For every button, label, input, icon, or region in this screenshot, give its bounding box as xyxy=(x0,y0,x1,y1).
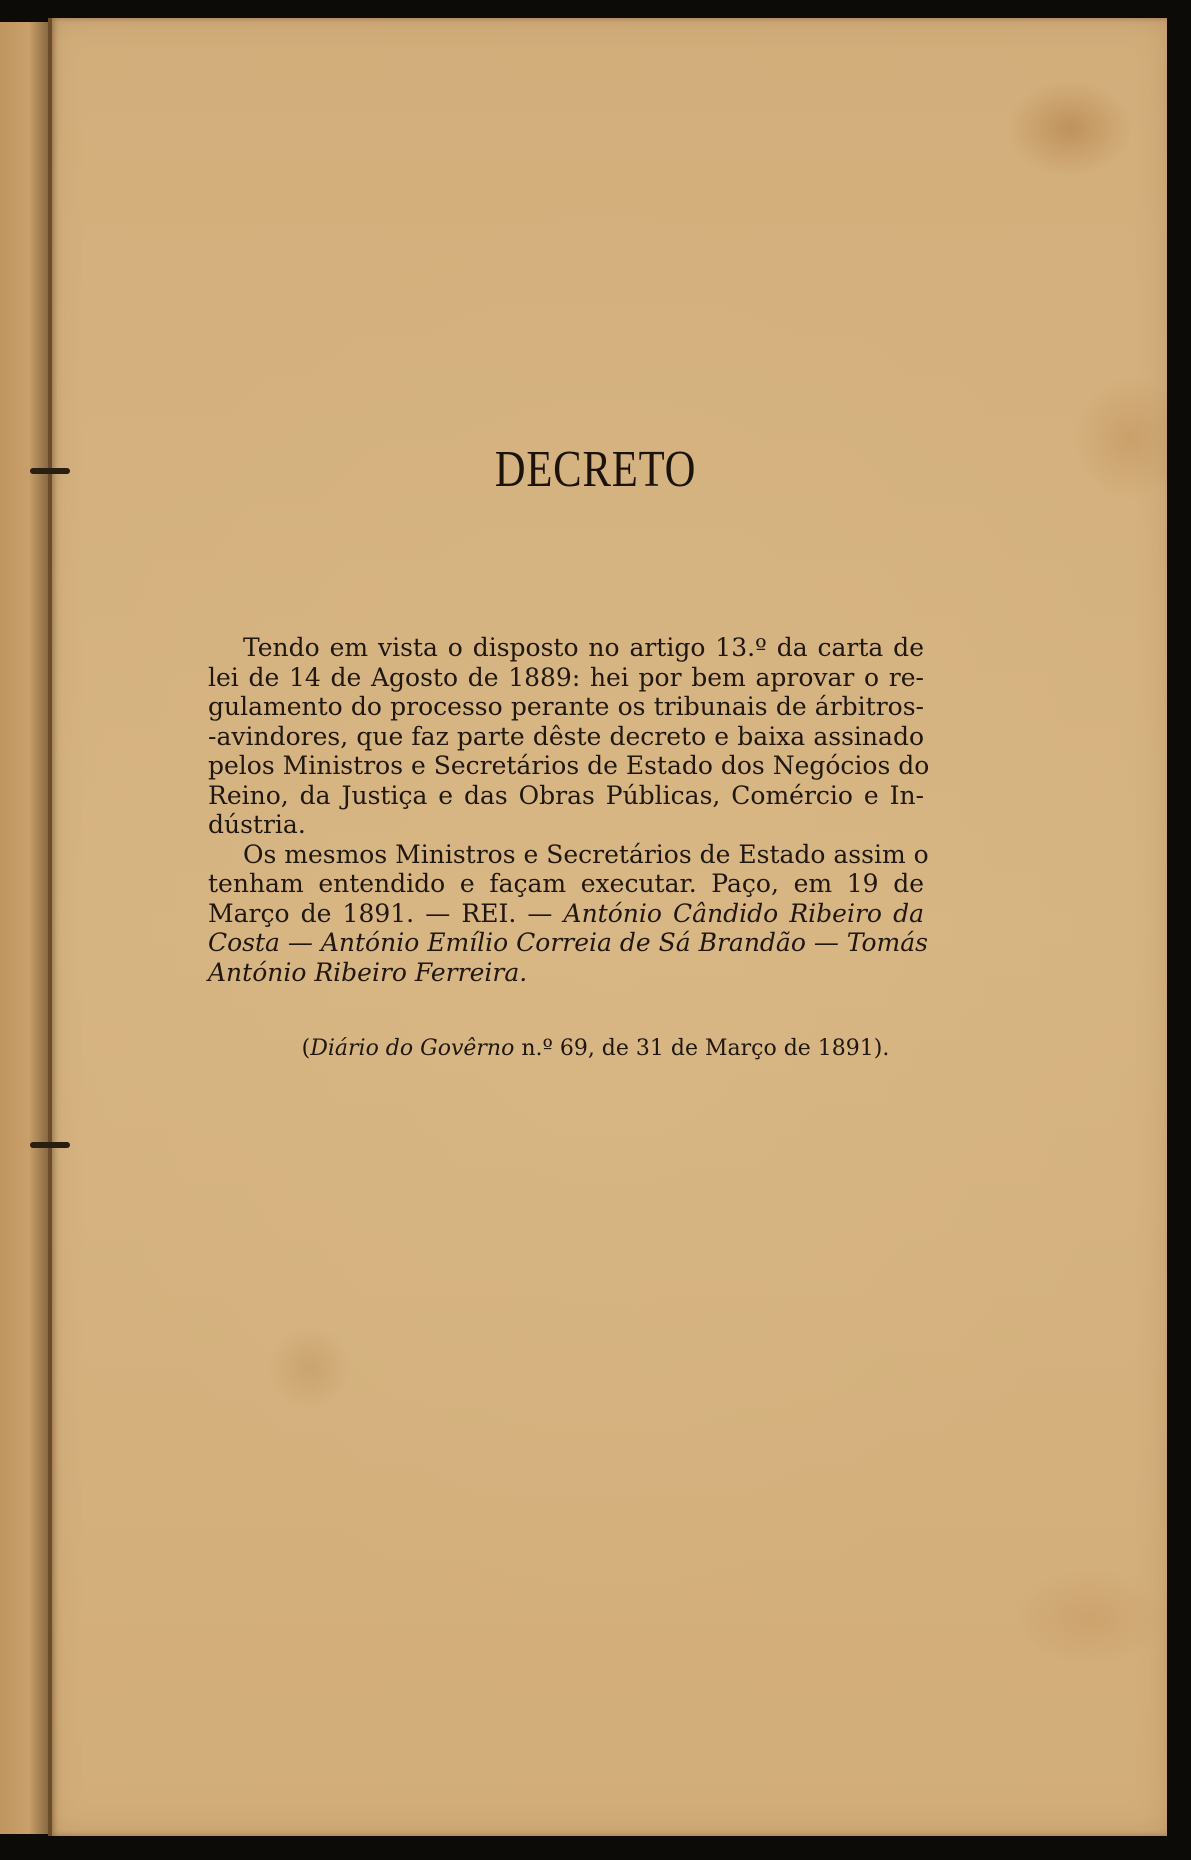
paragraph1-line4: -avindores, que faz parte dêste decreto e baixa assinado xyxy=(208,721,924,751)
paragraph1-line2: lei de 14 de Agosto de 1889: hei por bem aprovar o re- xyxy=(208,662,924,692)
source-open-paren: ( xyxy=(301,1036,311,1061)
signatory-name: António Cândido Ribeiro da xyxy=(563,898,924,928)
previous-page-edge xyxy=(0,22,52,1834)
paragraph1-line1: Tendo em vista o disposto no artigo 13.º da carta de xyxy=(243,633,924,662)
paragraph2-line5: António Ribeiro Ferreira. xyxy=(208,957,528,987)
paragraph1-line6: Reino, da Justiça e das Obras Públicas, Comércio e In- xyxy=(208,780,924,810)
paragraph1-line3: gulamento do processo perante os tribunais de árbitros- xyxy=(208,692,924,721)
paragraph2-line4: Costa — António Emílio Correia de Sá Brandão — Tomás xyxy=(208,928,928,957)
paragraph2-line1: Os mesmos Ministros e Secretários de Estado assim o xyxy=(243,839,929,869)
paragraph2-line2: tenham entendido e façam executar. Paço, em 19 de xyxy=(208,869,924,898)
decree-body xyxy=(208,633,930,987)
decree-title: DECRETO xyxy=(494,441,697,498)
paragraph1-line5: pelos Ministros e Secretários de Estado dos Negócios do xyxy=(208,751,930,780)
paragraph2-line3 xyxy=(208,899,924,929)
source-citation xyxy=(0,1036,1191,1061)
staple-bottom xyxy=(30,1142,70,1148)
source-details: n.º 69, de 31 de Março de 1891). xyxy=(514,1036,890,1061)
date-and-king: Março de 1891. — REI. — xyxy=(208,898,564,928)
paragraph1-line7: dústria. xyxy=(208,810,306,839)
source-journal: Diário do Govêrno xyxy=(310,1036,515,1061)
staple-top xyxy=(30,468,70,474)
page-spine xyxy=(48,18,52,1836)
